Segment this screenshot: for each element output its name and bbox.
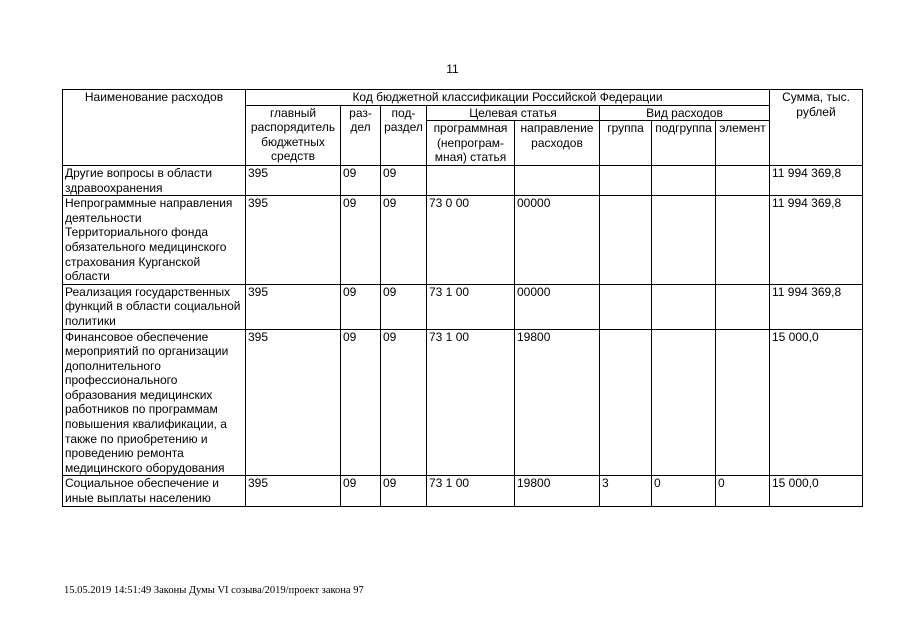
row-direction: 00000 <box>515 196 600 285</box>
row-group <box>600 329 652 476</box>
table-header <box>63 90 863 166</box>
row-element: 0 <box>716 476 770 506</box>
row-manager: 395 <box>246 284 341 329</box>
header-name: Наименование расходов <box>63 90 246 166</box>
header-sum: Сумма, тыс. рублей <box>770 90 863 166</box>
table-body <box>63 165 863 506</box>
row-manager: 395 <box>246 196 341 285</box>
row-direction: 00000 <box>515 284 600 329</box>
row-section: 09 <box>341 284 381 329</box>
header-main-manager: главный распорядитель бюджетных средств <box>246 105 341 165</box>
row-subgroup <box>652 165 716 195</box>
footer-stamp: 15.05.2019 14:51:49 Законы Думы VI созыва/2019/проект закона 97 <box>64 585 364 596</box>
row-subsection: 09 <box>381 165 427 195</box>
row-sum: 11 994 369,8 <box>770 196 863 285</box>
row-sum: 11 994 369,8 <box>770 165 863 195</box>
row-sum: 15 000,0 <box>770 329 863 476</box>
header-code-group: Код бюджетной классификации Российской Федерации <box>246 90 770 106</box>
row-subsection: 09 <box>381 196 427 285</box>
table-row <box>63 329 863 476</box>
row-group <box>600 165 652 195</box>
header-expense-type: Вид расходов <box>600 105 770 121</box>
row-program: 73 1 00 <box>427 476 515 506</box>
row-section: 09 <box>341 329 381 476</box>
table-row <box>63 196 863 285</box>
row-group <box>600 196 652 285</box>
header-expense-direction: направление расходов <box>515 121 600 166</box>
row-program: 73 1 00 <box>427 329 515 476</box>
row-subsection: 09 <box>381 284 427 329</box>
header-program-article: программная (непрограм-мная) статья <box>427 121 515 166</box>
row-direction: 19800 <box>515 329 600 476</box>
row-sum: 11 994 369,8 <box>770 284 863 329</box>
row-name: Другие вопросы в области здравоохранения <box>63 165 246 195</box>
row-manager: 395 <box>246 476 341 506</box>
table-row <box>63 476 863 506</box>
row-subsection: 09 <box>381 329 427 476</box>
row-element <box>716 196 770 285</box>
header-subgroup: подгруппа <box>652 121 716 166</box>
row-group <box>600 284 652 329</box>
row-group: 3 <box>600 476 652 506</box>
row-subgroup <box>652 196 716 285</box>
row-element <box>716 284 770 329</box>
page-number: 11 <box>446 62 459 76</box>
row-program: 73 0 00 <box>427 196 515 285</box>
header-subsection: под-раздел <box>381 105 427 165</box>
budget-table <box>62 89 863 507</box>
row-program: 73 1 00 <box>427 284 515 329</box>
row-subgroup: 0 <box>652 476 716 506</box>
row-manager: 395 <box>246 165 341 195</box>
row-manager: 395 <box>246 329 341 476</box>
row-name: Социальное обеспечение и иные выплаты населению <box>63 476 246 506</box>
row-name: Финансовое обеспечение мероприятий по организации дополнительного профессионального образования медицинских работников по программам повышения квалификации, а также по приобретению и проведению ремонта медицинского оборудования <box>63 329 246 476</box>
row-direction: 19800 <box>515 476 600 506</box>
header-section: раз-дел <box>341 105 381 165</box>
row-direction <box>515 165 600 195</box>
row-name: Непрограммные направления деятельности Территориального фонда обязательного медицинского страхования Курганской области <box>63 196 246 285</box>
row-subgroup <box>652 284 716 329</box>
table-row <box>63 284 863 329</box>
header-target-article: Целевая статья <box>427 105 600 121</box>
table-row <box>63 165 863 195</box>
row-sum: 15 000,0 <box>770 476 863 506</box>
row-section: 09 <box>341 196 381 285</box>
header-group: группа <box>600 121 652 166</box>
row-section: 09 <box>341 165 381 195</box>
row-element <box>716 165 770 195</box>
header-element: элемент <box>716 121 770 166</box>
row-program <box>427 165 515 195</box>
row-element <box>716 329 770 476</box>
row-subsection: 09 <box>381 476 427 506</box>
row-section: 09 <box>341 476 381 506</box>
row-name: Реализация государственных функций в области социальной политики <box>63 284 246 329</box>
row-subgroup <box>652 329 716 476</box>
